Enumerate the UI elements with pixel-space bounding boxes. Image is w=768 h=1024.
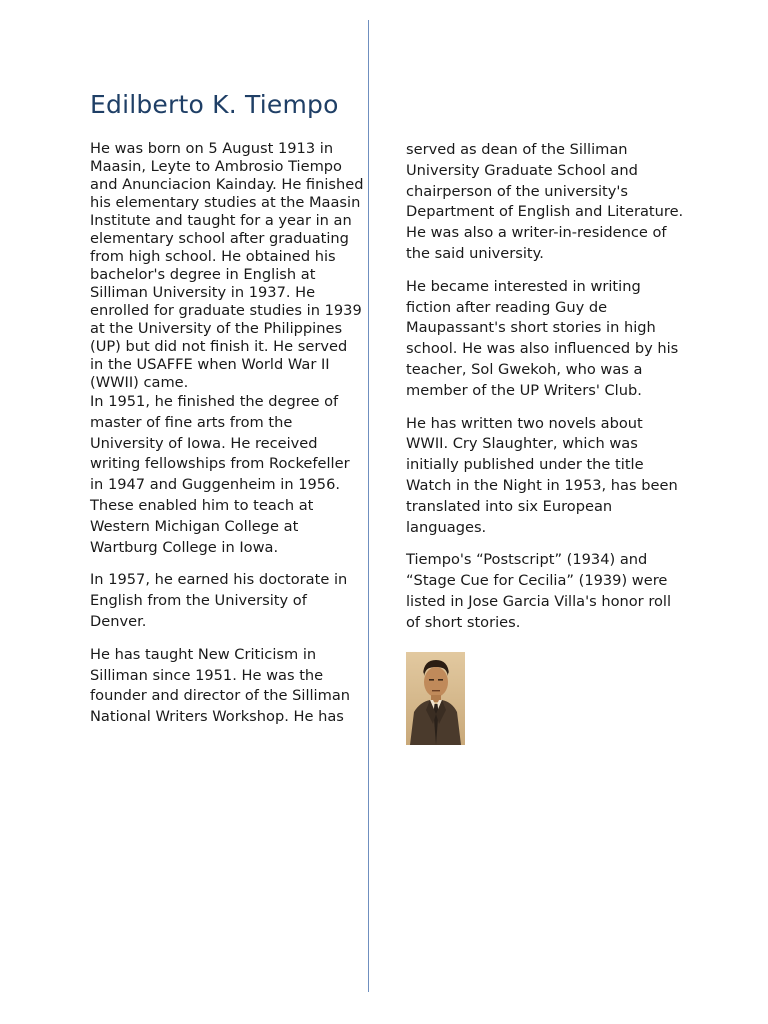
column-divider	[368, 20, 369, 992]
paragraph-novels: He has written two novels about WWII. Cry Slaughter, which was initially published under the title Watch in the Night in 1953, has been translated into six European languages.	[406, 414, 678, 536]
left-column	[90, 140, 364, 740]
paragraph-teaching: He has taught New Criticism in Silliman since 1951. He was the founder and director of the Silliman National Writers Workshop. He has	[90, 645, 351, 726]
author-portrait-image	[406, 652, 465, 745]
paragraph-dean: served as dean of the Silliman University Graduate School and chairperson of the university's Department of English and Literature. He was also a writer-in-residence of the said university.	[406, 141, 684, 262]
paragraph-doctorate: In 1957, he earned his doctorate in English from the University of Denver.	[90, 571, 348, 630]
paragraph-honor-roll: Tiempo's “Postscript” (1934) and “Stage Cue for Cecilia” (1939) were listed in Jose Garcia Villa's honor roll of short stories.	[406, 551, 672, 631]
paragraph-graduate-studies: In 1951, he finished the degree of master of fine arts from the University of Iowa. He received writing fellowships from Rockefeller in 1947 and Guggenheim in 1956. These enabled him to teach at Western Michigan College at Wartburg College in Iowa.	[90, 393, 350, 556]
paragraph-early-life: He was born on 5 August 1913 in Maasin, Leyte to Ambrosio Tiempo and Anunciacion Kainday. He finished his elementary studies at the Maasin Institute and taught for a year in an elementary school after graduating from high school. He obtained his bachelor's degree in English at Silliman University in 1937. He enrolled for graduate studies in 1939 at the University of the Philippines (UP) but did not finish it. He served in the USAFFE when World War II (WWII) came.	[90, 140, 364, 391]
paragraph-influences: He became interested in writing fiction after reading Guy de Maupassant's short stories in high school. He was also influenced by his teacher, Sol Gwekoh, who was a member of the UP Writers' Club.	[406, 277, 679, 399]
right-column	[406, 140, 684, 745]
document-title: Edilberto K. Tiempo	[90, 90, 339, 119]
